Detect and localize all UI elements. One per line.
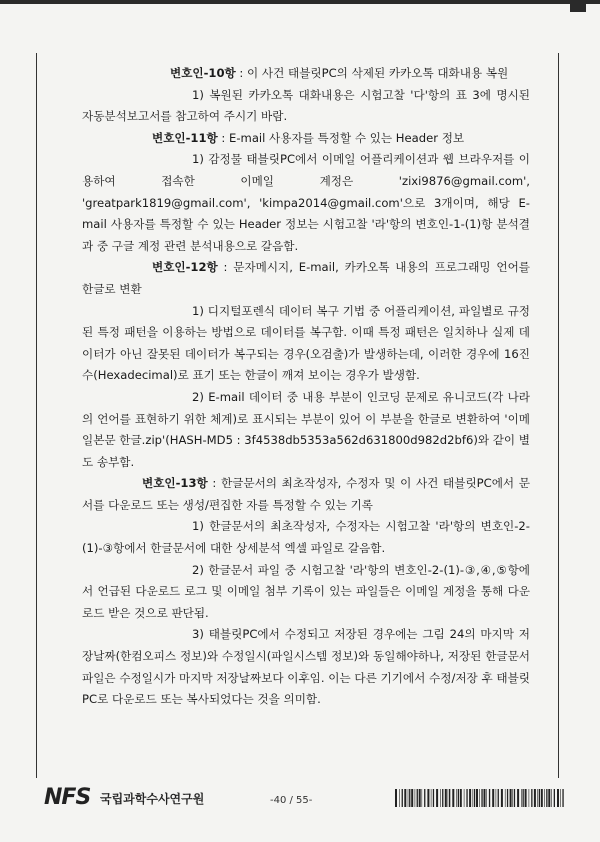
heading-text: : 문자메시지, E-mail, 카카오톡 내용의 프로그래밍 언어를 한글로 변환 [82, 260, 530, 296]
item-10-1: 1) 복원된 카카오톡 대화내용은 시험고찰 '다'항의 표 3에 명시된 자동분석보고서를 참고하여 주시기 바람. [82, 87, 530, 124]
item-13-3: 3) 태블릿PC에서 수정되고 저장된 경우에는 그림 24의 마지막 저장날짜(한컴오피스 정보)와 수정일시(파일시스템 정보)와 동일해야하나, 저장된 한글문서 파일은 수정일시가 마지막 저장날짜보다 이후임. 이는 다른 기기에서 수정/저장 후 태블릿PC로 다운로드 또는 복사되었다는 것을 의미함. [82, 627, 530, 707]
section-heading-10 [82, 63, 530, 85]
organization-name: 국립과학수사연구원 [100, 792, 205, 806]
item-13-2: 2) 한글문서 파일 중 시험고찰 '라'항의 변호인-2-(1)-③,④,⑤항에서 언급된 다운로드 로그 및 이메일 첨부 기록이 있는 파일들은 이메일 계정을 통해 다운로드 받은 것으로 판단됨. [82, 562, 530, 620]
heading-text: : E-mail 사용자를 특정할 수 있는 Header 정보 [217, 130, 465, 145]
heading-label: 변호인-11항 [152, 130, 218, 145]
barcode-icon [395, 789, 565, 807]
nfs-logo: NFS [44, 785, 91, 810]
document-body [82, 63, 530, 711]
scan-top-edge [0, 0, 600, 4]
heading-label: 변호인-10항 [170, 66, 236, 80]
page-footer [0, 785, 600, 815]
item-13-1: 1) 한글문서의 최초작성자, 수정자는 시험고찰 '라'항의 변호인-2-(1)-③항에서 한글문서에 대한 상세분석 엑셀 파일로 갈음함. [82, 519, 530, 556]
item-12-1: 1) 디지털포렌식 데이터 복구 기법 중 어플리케이션, 파일별로 규정된 특정 패턴을 이용하는 방법으로 데이터를 복구함. 이때 특정 패턴은 일치하나 실제 데이터가 아닌 잘못된 데이터가 복구되는 경우(오검출)가 발생하는데, 이러한 경우에 16진수(Hexadecimal)로 표기 또는 한글이 깨져 보이는 경우가 발생함. [82, 303, 530, 383]
item-12-2: 2) E-mail 데이터 중 내용 부분이 인코딩 문제로 유니코드(각 나라의 언어를 표현하기 위한 체계)로 표시되는 부분이 있어 이 부분을 한글로 변환하여 '이메일본문 한글.zip'(HASH-MD5 : 3f4538db5353a562d631800d982d2bf6)와 같이 별도 송부함. [82, 389, 531, 469]
section-heading-11 [82, 128, 530, 150]
scan-corner-mark [570, 0, 586, 12]
heading-label: 변호인-13항 [142, 476, 208, 491]
heading-label: 변호인-12항 [152, 260, 218, 275]
heading-text: : 한글문서의 최초작성자, 수정자 및 이 사건 태블릿PC에서 문서를 다운로드 또는 생성/편집한 자를 특정할 수 있는 기록 [82, 476, 530, 512]
item-11-1: 1) 감정물 태블릿PC에서 이메일 어플리케이션과 웹 브라우저를 이용하여 접속한 이메일 계정은 'zixi9876@gmail.com', 'greatpark1819@gmail.com', 'kimpa2014@gmail.com'으로 3개이며, 해당 E-mail 사용자를 특정할 수 있는 Header 정보는 시험고찰 '라'항의 변호인-1-(1)항 분석결과 중 구글 계정 관련 분석내용으로 갈음함. [82, 152, 530, 253]
section-heading-13 [82, 473, 530, 516]
page-number: -40 / 55- [270, 795, 313, 806]
heading-text: : 이 사건 태블릿PC의 삭제된 카카오톡 대화내용 복원 [235, 66, 509, 80]
section-heading-12 [82, 257, 530, 300]
